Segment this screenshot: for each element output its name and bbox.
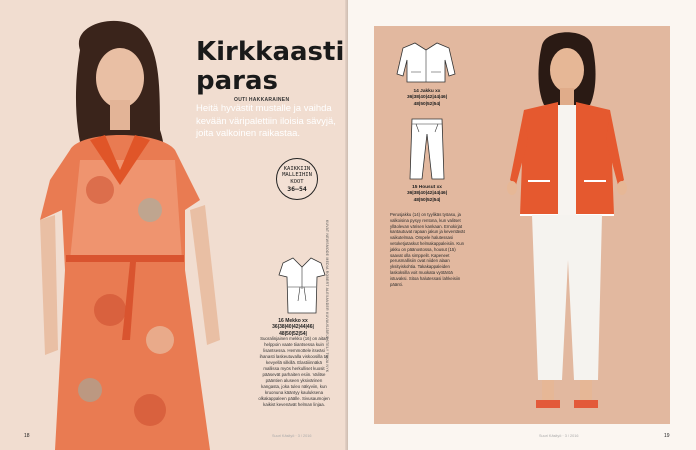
jacket-caption-sizes-1: 36|38|40|42|44|46| xyxy=(406,95,448,101)
badge-sizes: 36–54 xyxy=(287,185,307,193)
article-lead: Heitä hyvästit mustalle ja vaihda kevään väripalettiin iloisia sävyjä, joita valkoinen raikastaa. xyxy=(196,103,336,139)
dress-caption xyxy=(256,318,330,337)
footer-right: Suuri Käsityö · 3 / 2016 xyxy=(539,434,579,438)
dress-caption-sizes-1: 36|38|40|42|44|46| xyxy=(272,324,314,331)
badge-line-3: KOOT xyxy=(290,178,304,185)
pants-technical-drawing xyxy=(404,116,450,182)
jacket-pants-body-text: Perusjakku (14) on tyylikäs työasu, ja valkoisina pysyy rentona, kun valitset ylläolevan värisen kankaan. Ernokirjat kantautuvat rapaan jakun ja keventävät vaikutelmaa. Ompele halutessasi vetoketjutaskut helmakappaleisiin. Kun jakku on päänostossa, housut (15) saavat olla simppelit. Kapeneet perusmallisiin ovat niiden alaan yksityiskohtia. Takakappaleiden laskoksilla voit muokata vyötäröä istuvaksi. Sitoa halutessasi lahkeisiin päänti. xyxy=(390,212,465,287)
jacket-technical-drawing xyxy=(395,40,457,86)
pants-caption-sizes-1: 36|38|40|42|44|46| xyxy=(406,191,448,197)
pants-caption-sizes-2: 48|50|52|54| xyxy=(413,197,441,203)
author-byline: OUTI HAKKARAINEN xyxy=(234,97,290,103)
badge-line-1: KAIKKIIN xyxy=(283,165,311,172)
dress-body-text: Suoralinjainen mekko (16) on aitan helppoin vaate tiiantsessa kuin lisantsessa. Hemmottele itseäsi ihanasti laskeutuvalla viskoosilla tai kevyellä silkillä. Elastiiinnäkä mallissa myös herkulliset kuosit pääsevät parhaiten esiin. Valitse pääntien aluseen yksivärinen kangasta, joka tuleo näkyviin, kun kruonuna kääntyy kauluksena olkakappaleen päälle. Sivusaumojen kaikist kevenävät helman linjaa. xyxy=(258,336,330,407)
model-in-orange-jacket-photo xyxy=(502,30,632,426)
pants-caption xyxy=(395,185,459,204)
jacket-caption-sizes-2: 48|50|52|54| xyxy=(413,101,441,107)
jacket-caption xyxy=(395,89,459,108)
page-number-left: 18 xyxy=(24,433,30,439)
badge-line-2: MALLEIHIN xyxy=(282,172,312,178)
article-title: Kirkkaasti paras xyxy=(196,37,345,96)
dress-technical-drawing xyxy=(277,255,327,317)
jacket-caption-name: 14 Jakku xx xyxy=(413,89,441,94)
page-number-right: 19 xyxy=(664,433,670,439)
dress-caption-name: 16 Mekko xx xyxy=(278,318,308,324)
footer-left: Suuri Käsityö · 3 / 2016 xyxy=(272,434,312,438)
dress-caption-sizes-2: 48|50|52|54| xyxy=(279,330,307,337)
sizes-badge xyxy=(276,158,318,200)
pants-caption-name: 15 Housut xx xyxy=(412,185,442,190)
photo-credit: KUVAT NEWSMODE MEDIA ROBERT ALEXANDER KUVAUSJÄRJESTELY TUIJA NYK xyxy=(325,220,329,373)
